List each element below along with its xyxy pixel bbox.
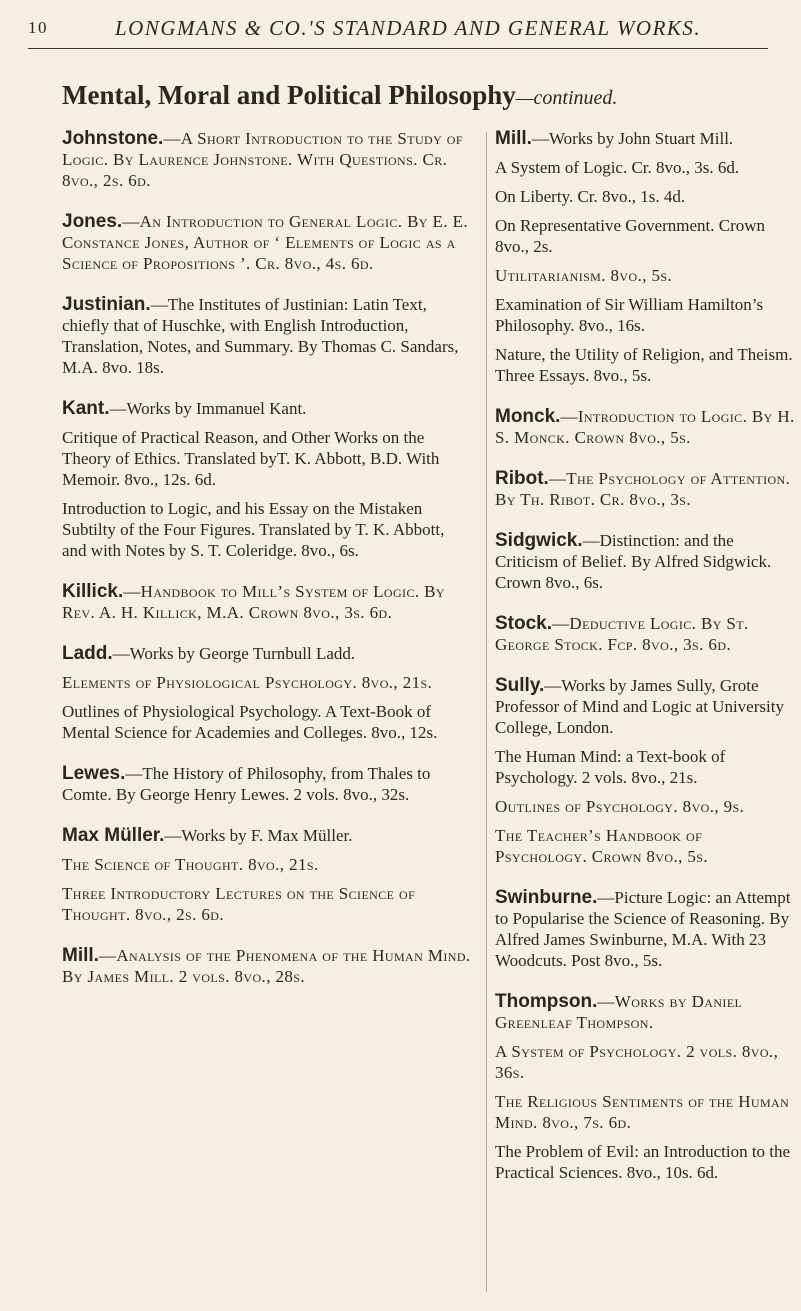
book-item: Introduction to Logic, and his Essay on the Mistaken Subtilty of the Four Figures. Translated by T. K. Abbott, and with Notes by S. T. Coleridge. 8vo., 6s. [62,499,445,560]
running-title: LONGMANS & CO.'S STANDARD AND GENERAL WORKS. [115,16,702,40]
book-item: The Science of Thought. 8vo., 21s. [62,855,319,874]
entry-mill-james [62,945,472,987]
entry-ribot [495,468,795,510]
book-item: The Problem of Evil: an Introduction to the Practical Sciences. 8vo., 10s. 6d. [495,1142,791,1182]
entry-thompson [495,991,795,1183]
section-title-text: Mental, Moral and Political Philosophy [62,80,516,110]
book-item: Critique of Practical Reason, and Other Works on the Theory of Ethics. Translated byT. K. Abbott, B.D. With Memoir. 8vo., 12s. 6d. [62,428,440,489]
entry-text: —Works by F. Max Müller. [164,826,353,845]
entry-text: —Introduction to Logic. By H. S. Monck. Crown 8vo., 5s. [495,407,795,447]
section-title [62,80,617,111]
page-number: 10 [28,18,48,37]
entry-stock [495,613,795,655]
entry-text: —Works by Daniel Greenleaf Thompson. [495,992,743,1032]
author-name: Johnstone. [62,128,164,149]
entry-ladd [62,643,472,743]
book-item: A System of Logic. Cr. 8vo., 3s. 6d. [495,158,740,177]
book-item: A System of Psychology. 2 vols. 8vo., 36s. [495,1042,779,1082]
author-name: Sully. [495,675,545,696]
book-item: The Human Mind: a Text-book of Psychology. 2 vols. 8vo., 21s. [495,747,726,787]
author-name: Lewes. [62,763,126,784]
author-name: Max Müller. [62,825,165,846]
author-name: Thompson. [495,991,598,1012]
book-item: Outlines of Psychology. 8vo., 9s. [495,797,745,816]
entry-text: —Works by George Turnbull Ladd. [112,644,356,663]
author-name: Killick. [62,581,124,602]
right-column [495,128,795,1183]
entry-kant [62,398,472,561]
author-name: Sidgwick. [495,530,583,551]
running-head [28,14,768,49]
author-name: Swinburne. [495,887,598,908]
entry-text: —The History of Philosophy, from Thales to Comte. By George Henry Lewes. 2 vols. 8vo., 32s. [62,764,431,804]
author-name: Jones. [62,211,123,232]
entry-monck [495,406,795,448]
book-item: On Representative Government. Crown 8vo., 2s. [495,216,766,256]
book-item: Examination of Sir William Hamilton’s Philosophy. 8vo., 16s. [495,295,764,335]
section-continued: —continued. [515,87,618,109]
author-name: Ribot. [495,468,549,489]
author-name: Mill. [495,128,532,149]
book-item: Three Introductory Lectures on the Science of Thought. 8vo., 2s. 6d. [62,884,416,924]
entry-jones [62,211,472,274]
entry-text: —Works by Immanuel Kant. [109,399,307,418]
author-name: Justinian. [62,294,151,315]
book-item: The Teacher’s Handbook of Psychology. Crown 8vo., 5s. [495,826,709,866]
entry-text: —Picture Logic: an Attempt to Popularise the Science of Reasoning. By Alfred James Swinburne, M.A. With 23 Woodcuts. Post 8vo., 5s. [495,888,791,970]
entry-lewes [62,763,472,805]
entry-text: —Works by James Sully, Grote Professor of Mind and Logic at University College, London. [495,676,784,737]
author-name: Kant. [62,398,110,419]
book-item: Elements of Physiological Psychology. 8vo., 21s. [62,673,433,692]
entry-text: —Works by John Stuart Mill. [531,129,734,148]
author-name: Mill. [62,945,99,966]
entry-johnstone [62,128,472,191]
entry-sidgwick [495,530,795,593]
book-item: On Liberty. Cr. 8vo., 1s. 4d. [495,187,686,206]
entry-justinian [62,294,472,378]
book-item: The Religious Sentiments of the Human Mind. 8vo., 7s. 6d. [495,1092,790,1132]
book-item: Outlines of Physiological Psychology. A Text-Book of Mental Science for Academies and Colleges. 8vo., 12s. [62,702,438,742]
author-name: Ladd. [62,643,113,664]
entry-text: —The Institutes of Justinian: Latin Text, chiefly that of Huschke, with English Introduction, Translation, Notes, and Summary. By Thomas C. Sandars, M.A. 8vo. 18s. [62,295,459,377]
entry-max-muller [62,825,472,925]
entry-killick [62,581,472,623]
column-divider [486,132,487,1292]
entry-mill-john-stuart [495,128,795,386]
entry-text: —Analysis of the Phenomena of the Human Mind. By James Mill. 2 vols. 8vo., 28s. [62,946,471,986]
entry-text: —Handbook to Mill’s System of Logic. By Rev. A. H. Killick, M.A. Crown 8vo., 3s. 6d. [62,582,445,622]
book-item: Nature, the Utility of Religion, and Theism. Three Essays. 8vo., 5s. [495,345,793,385]
entry-sully [495,675,795,867]
entry-swinburne [495,887,795,971]
author-name: Monck. [495,406,561,427]
book-item: Utilitarianism. 8vo., 5s. [495,266,673,285]
entry-text: —An Introduction to General Logic. By E. E. Constance Jones, Author of ‘ Elements of Logic as a Science of Propositions ’. Cr. 8vo., 4s. 6d. [62,212,469,273]
author-name: Stock. [495,613,553,634]
entry-text: —The Psychology of Attention. By Th. Ribot. Cr. 8vo., 3s. [495,469,791,509]
entry-text: —A Short Introduction to the Study of Logic. By Laurence Johnstone. With Questions. Cr. 8vo., 2s. 6d. [62,129,463,190]
left-column [62,128,472,987]
entry-text: —Deductive Logic. By St. George Stock. Fcp. 8vo., 3s. 6d. [495,614,749,654]
entry-text: —Distinction: and the Criticism of Belief. By Alfred Sidgwick. Crown 8vo., 6s. [495,531,772,592]
